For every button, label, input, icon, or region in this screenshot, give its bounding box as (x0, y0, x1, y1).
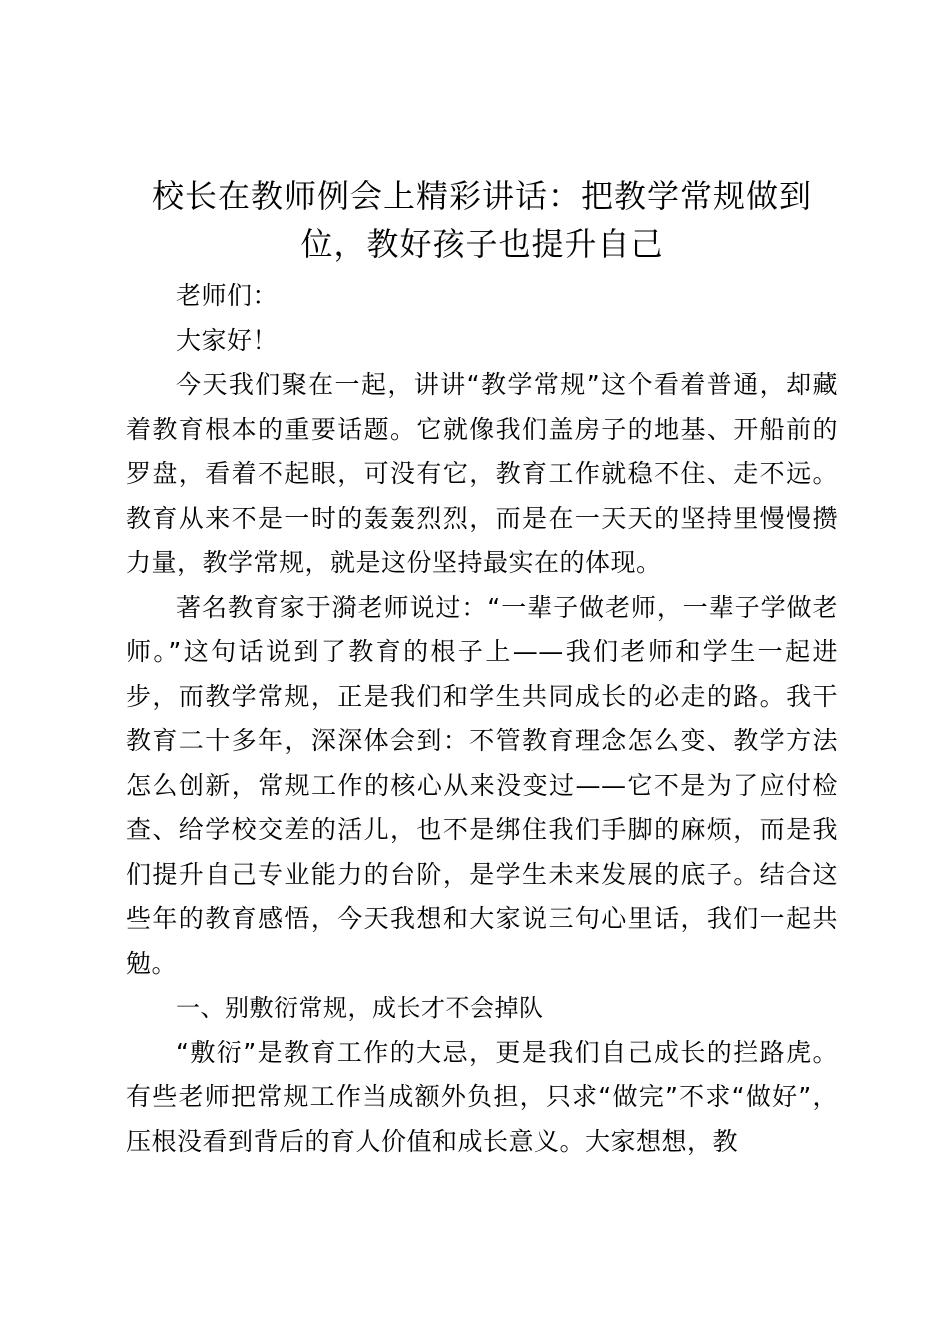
document-title: 校长在教师例会上精彩讲话：把教学常规做到位，教好孩子也提升自己 (151, 177, 812, 263)
paragraph-section-1: “敷衍”是教育工作的大忌，更是我们自己成长的拦路虎。有些老师把常规工作当成额外负担，只求“做完”不求“做好”，压根没看到背后的育人价值和成长意义。大家想想，教 (126, 1037, 838, 1156)
greeting: 大家好！ (176, 325, 279, 355)
salutation: 老师们： (176, 281, 279, 310)
document-body (126, 172, 838, 1164)
paragraph-intro: 今天我们聚在一起，讲讲“教学常规”这个看着普通，却藏着教育根本的重要话题。它就像我们盖房子的地基、开船前的罗盘，看着不起眼，可没有它，教育工作就稳不住、走不远。教育从来不是一时的轰轰烈烈，而是在一天天的坚持里慢慢攒力量，教学常规，就是这份坚持最实在的体现。 (126, 370, 838, 577)
paragraph-quote: 著名教育家于漪老师说过：“一辈子做老师，一辈子学做老师。”这句话说到了教育的根子上——我们老师和学生一起进步，而教学常规，正是我们和学生共同成长的必走的路。我干教育二十多年，深深体会到：不管教育理念怎么变、教学方法怎么创新，常规工作的核心从来没变过——它不是为了应付检查、给学校交差的活儿，也不是绑住我们手脚的麻烦，而是我们提升自己专业能力的台阶，是学生未来发展的底子。结合这些年的教育感悟，今天我想和大家说三句心里话，我们一起共勉。 (126, 592, 838, 978)
section-heading-1: 一、别敷衍常规，成长才不会掉队 (176, 994, 544, 1022)
